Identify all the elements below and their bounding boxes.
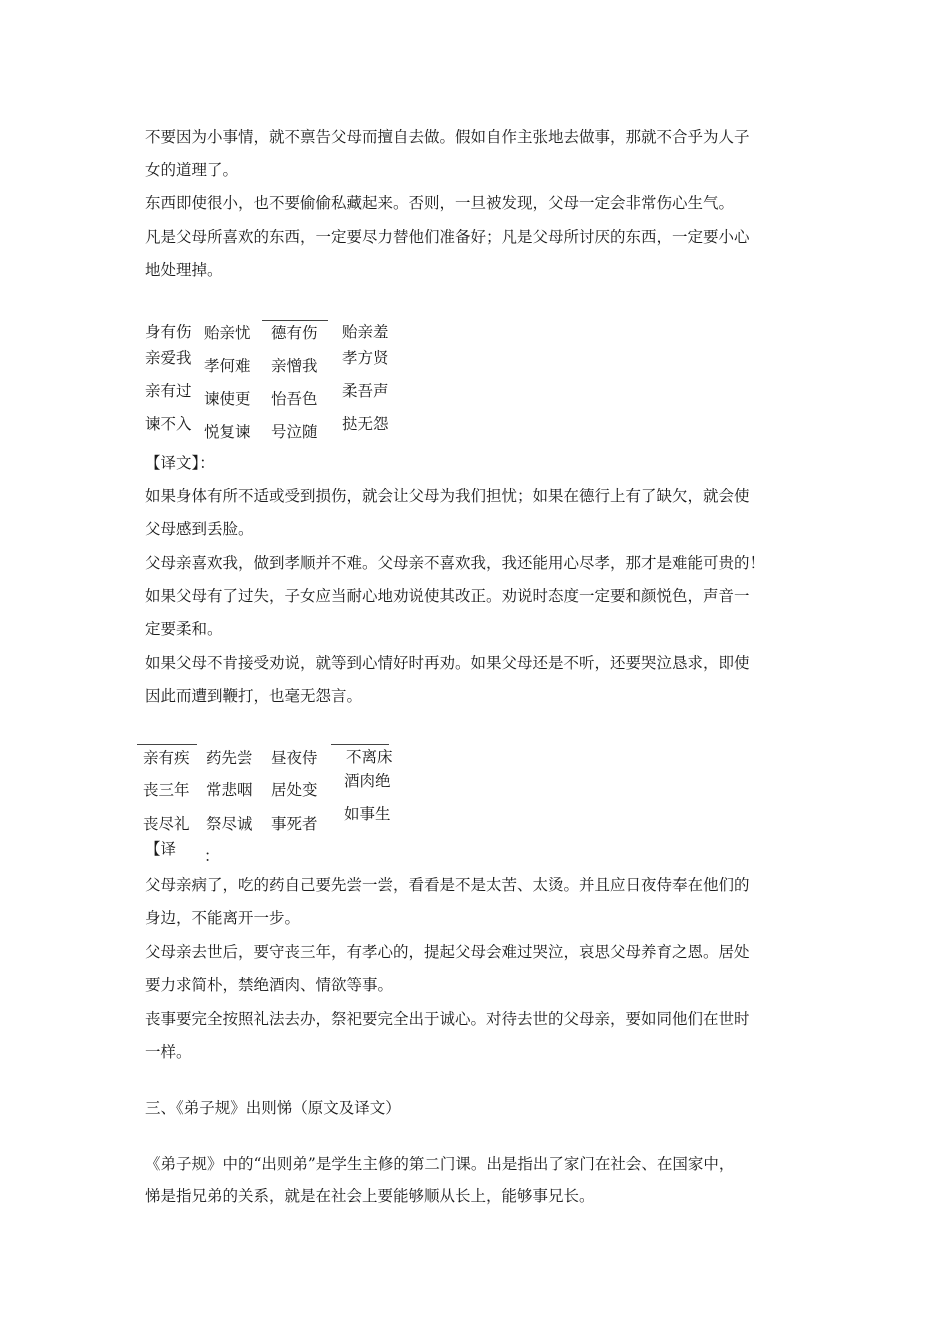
text-line: 身边，不能离开一步。 xyxy=(145,909,301,927)
verse-cell: 不离床 xyxy=(346,748,393,766)
verse-cell: 挞无怨 xyxy=(342,415,389,433)
translation-label-colon: ： xyxy=(204,847,220,865)
text-line: 一样。 xyxy=(145,1043,192,1061)
table-rule xyxy=(262,320,328,321)
text-line: 丧事要完全按照礼法去办，祭祀要完全出于诚心。对待去世的父母亲，要如同他们在世时 xyxy=(145,1010,750,1028)
verse-cell: 悦复谏 xyxy=(204,423,251,441)
text-line: 父母亲病了，吃的药自己要先尝一尝，看看是不是太苦、太烫。并且应日夜侍奉在他们的 xyxy=(145,876,750,894)
verse-cell: 常悲咽 xyxy=(206,781,253,799)
text-line: 父母感到丢脸。 xyxy=(145,520,254,538)
verse-cell: 亲憎我 xyxy=(271,357,318,375)
verse-cell: 如事生 xyxy=(344,805,391,823)
verse-cell: 亲爱我 xyxy=(145,349,192,367)
verse-cell: 贻亲忧 xyxy=(204,324,251,342)
text-line: 要力求简朴，禁绝酒肉、情欲等事。 xyxy=(145,976,394,994)
verse-cell: 药先尝 xyxy=(206,749,253,767)
verse-cell: 号泣随 xyxy=(271,423,318,441)
text-line: 如果身体有所不适或受到损伤，就会让父母为我们担忧；如果在德行上有了缺欠，就会使 xyxy=(145,487,750,505)
text-line: 东西即使很小，也不要偷偷私藏起来。否则，一旦被发现，父母一定会非常伤心生气。 xyxy=(145,194,735,212)
translation-label: 【译 xyxy=(145,840,177,858)
verse-cell: 孝方贤 xyxy=(342,349,389,367)
verse-cell: 谏不入 xyxy=(145,415,192,433)
verse-cell: 孝何难 xyxy=(204,357,251,375)
table-rule xyxy=(137,744,197,745)
verse-cell: 事死者 xyxy=(271,815,318,833)
text-line: 如果父母不肯接受劝说，就等到心情好时再劝。如果父母还是不听，还要哭泣恳求，即使 xyxy=(145,654,750,672)
verse-cell: 亲有过 xyxy=(145,382,192,400)
text-line: 《弟子规》中的“出则弟”是学生主修的第二门课。出是指出了家门在社会、在国家中， xyxy=(145,1155,735,1173)
verse-cell: 酒肉绝 xyxy=(344,772,391,790)
verse-cell: 谏使更 xyxy=(204,390,251,408)
text-line: 如果父母有了过失，子女应当耐心地劝说使其改正。劝说时态度一定要和颜悦色，声音一 xyxy=(145,587,750,605)
translation-label: 【译文】： xyxy=(145,454,215,472)
text-line: 悌是指兄弟的关系，就是在社会上要能够顺从长上，能够事兄长。 xyxy=(145,1187,595,1205)
verse-cell: 身有伤 xyxy=(145,323,192,341)
section-heading: 三、《弟子规》出则悌（原文及译文） xyxy=(145,1099,401,1117)
verse-cell: 丧三年 xyxy=(143,781,190,799)
text-line: 不要因为小事情，就不禀告父母而擅自去做。假如自作主张地去做事，那就不合乎为人子 xyxy=(145,128,750,146)
verse-cell: 丧尽礼 xyxy=(143,815,190,833)
text-line: 凡是父母所喜欢的东西，一定要尽力替他们准备好；凡是父母所讨厌的东西，一定要小心 xyxy=(145,228,750,246)
verse-cell: 居处变 xyxy=(271,781,318,799)
text-line: 女的道理了。 xyxy=(145,161,239,179)
table-rule xyxy=(331,744,389,745)
verse-cell: 怡吾色 xyxy=(271,390,318,408)
verse-cell: 祭尽诚 xyxy=(206,815,253,833)
verse-cell: 柔吾声 xyxy=(342,382,389,400)
text-line: 父母亲喜欢我，做到孝顺并不难。父母亲不喜欢我，我还能用心尽孝，那才是难能可贵的！ xyxy=(145,554,766,572)
text-line: 地处理掉。 xyxy=(145,261,223,279)
verse-cell: 亲有疾 xyxy=(143,749,190,767)
text-line: 父母亲去世后，要守丧三年，有孝心的，提起父母会难过哭泣，哀思父母养育之恩。居处 xyxy=(145,943,750,961)
verse-cell: 昼夜侍 xyxy=(271,749,318,767)
verse-cell: 德有伤 xyxy=(271,324,318,342)
verse-cell: 贻亲羞 xyxy=(342,323,389,341)
text-line: 因此而遭到鞭打，也毫无怨言。 xyxy=(145,687,363,705)
text-line: 定要柔和。 xyxy=(145,620,223,638)
